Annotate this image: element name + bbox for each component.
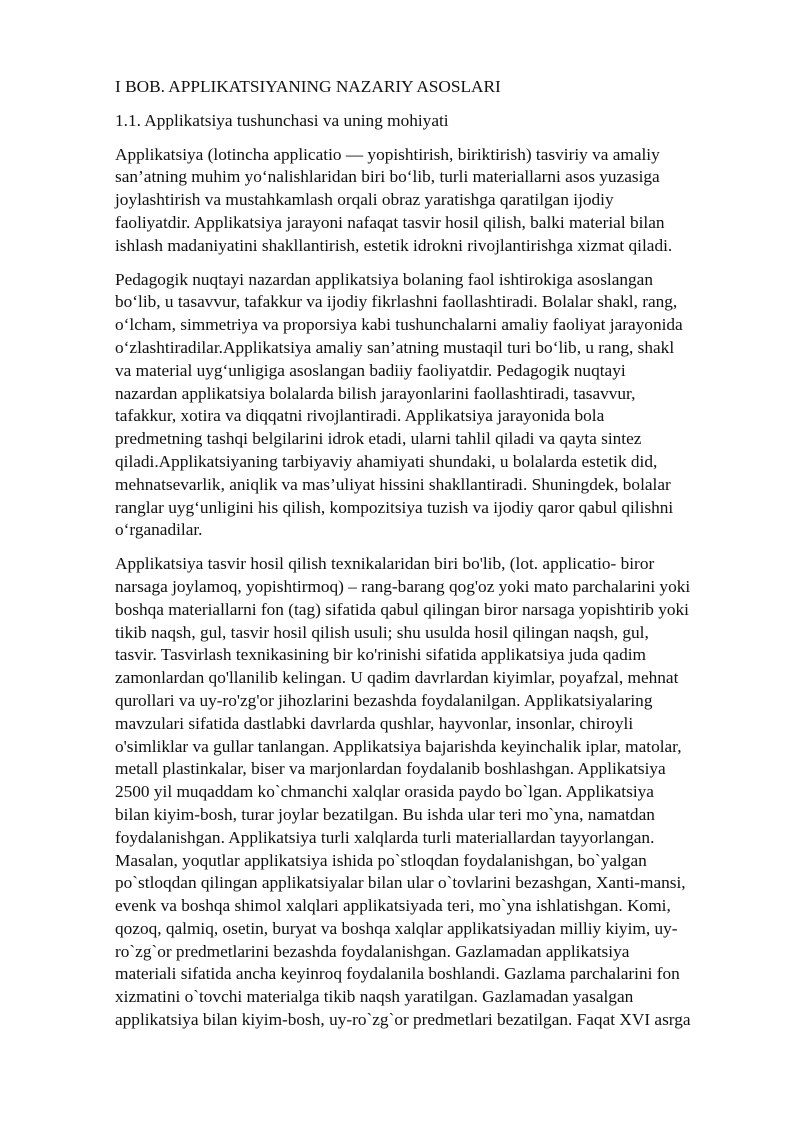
text-line: predmetning tashqi belgilarini idrok etadi, ularni tahlil qiladi va qayta sintez [115, 429, 642, 449]
text-line: ro`zg`or predmetlarini bezashda foydalanishgan. Gazlamadan applikatsiya [115, 941, 630, 961]
text-line: nazardan applikatsiya bolalarda bilish jarayonlarini faollashtiradi, tasavvur, [115, 383, 636, 403]
text-line: metall plastinkalar, biser va marjonlardan foydalanib boshlashgan. Applikatsiya [115, 759, 666, 779]
text-line: boshqa materiallarni fon (tag) sifatida qabul qilingan biror narsaga yopishtirib yoki [115, 599, 689, 619]
section-title: 1.1. Applikatsiya tushunchasi va uning mohiyati [115, 110, 449, 130]
paragraph [115, 269, 745, 543]
text-line: tafakkur, xotira va diqqatni rivojlantiradi. Applikatsiya jarayonida bola [115, 406, 605, 426]
text-line: oʻzlashtiradilar.Applikatsiya amaliy san’atning mustaqil turi boʻlib, u rang, shakl [115, 337, 675, 357]
text-line: foydalanishgan. Applikatsiya turli xalqlarda turli materiallardan tayyorlangan. [115, 827, 655, 847]
text-line: va material uygʻunligiga asoslangan badiiy faoliyatdir. Pedagogik nuqtayi [115, 360, 626, 380]
text-line: ranglar uygʻunligini his qilish, kompozitsiya tuzish va ijodiy qaror qabul qilishni [115, 497, 674, 517]
text-line: qurollari va uy-ro'zg'or jihozlarini bezashda foydalanilgan. Applikatsiyalaring [115, 690, 653, 710]
paragraph [115, 553, 745, 1032]
text-line: Masalan, yoqutlar applikatsiya ishida po`stloqdan foydalanishgan, bo`yalgan [115, 850, 647, 870]
paragraph [115, 144, 745, 258]
text-line: mehnatsevarlik, aniqlik va mas’uliyat hissini shakllantiradi. Shuningdek, bolalar [115, 474, 671, 494]
text-line: joylashtirish va mustahkamlash orqali obraz yaratishga qaratilgan ijodiy [115, 190, 614, 210]
text-line: Applikatsiya tasvir hosil qilish texnikalaridan biri bo'lib, (lot. applicatio- biror [115, 554, 655, 574]
document-body [115, 76, 745, 1043]
text-line: evenk va boshqa shimol xalqlari applikatsiyada teri, mo`yna ishlatishgan. Komi, [115, 896, 671, 916]
text-line: qozoq, qalmiq, osetin, buryat va boshqa xalqlar applikatsiyadan milliy kiyim, uy- [115, 918, 678, 938]
text-line: materiali sifatida ancha keyinroq foydalanila boshlandi. Gazlama parchalarini fon [115, 964, 680, 984]
text-line: Pedagogik nuqtayi nazardan applikatsiya bolaning faol ishtirokiga asoslangan [115, 269, 653, 289]
text-line: narsaga joylamoq, yopishtirmoq) – rang-barang qog'oz yoki mato parchalarini yoki [115, 576, 691, 596]
chapter-title: I BOB. APPLIKATSIYANING NAZARIY ASOSLARI [115, 77, 501, 96]
text-line: tikib naqsh, gul, tasvir hosil qilish usuli; shu usulda hosil qilingan naqsh, gul, [115, 622, 649, 642]
text-line: xizmatini o`tovchi materialga tikib naqsh yaratilgan. Gazlamadan yasalgan [115, 987, 634, 1007]
text-line: Applikatsiya (lotincha applicatio — yopishtirish, biriktirish) tasviriy va amaliy [115, 144, 660, 164]
text-line: zamonlardan qo'llanilib kelingan. U qadim davrlardan kiyimlar, poyafzal, mehnat [115, 668, 679, 688]
text-line: boʻlib, u tasavvur, tafakkur va ijodiy fikrlashni faollashtiradi. Bolalar shakl, rang, [115, 292, 678, 312]
text-line: o'simliklar va gullar tanlangan. Applikatsiya bajarishda keyinchalik iplar, matolar, [115, 736, 682, 756]
text-line: oʻrganadilar. [115, 520, 203, 540]
text-line: mavzulari sifatida dastlabki davrlarda qushlar, hayvonlar, insonlar, chiroyli [115, 713, 634, 733]
paragraph-list [115, 144, 745, 1032]
text-line: applikatsiya bilan kiyim-bosh, uy-ro`zg`or predmetlari bezatilgan. Faqat XVI asrga [115, 1010, 691, 1030]
text-line: po`stloqdan qilingan applikatsiyalar bilan ular o`tovlarini bezashgan, Xanti-mansi, [115, 873, 686, 893]
text-line: ishlash madaniyatini shakllantirish, estetik idrokni rivojlantirishga xizmat qiladi. [115, 235, 673, 255]
text-line: bilan kiyim-bosh, turar joylar bezatilgan. Bu ishda ular teri mo`yna, namatdan [115, 804, 655, 824]
text-line: san’atning muhim yoʻnalishlaridan biri boʻlib, turli materiallarni asos yuzasiga [115, 167, 660, 187]
text-line: faoliyatdir. Applikatsiya jarayoni nafaqat tasvir hosil qilish, balki material bilan [115, 212, 665, 232]
text-line: tasvir. Tasvirlash texnikasining bir ko'rinishi sifatida applikatsiya juda qadim [115, 645, 646, 665]
text-line: qiladi.Applikatsiyaning tarbiyaviy ahamiyati shundaki, u bolalarda estetik did, [115, 451, 658, 471]
text-line: 2500 yil muqaddam ko`chmanchi xalqlar orasida paydo bo`lgan. Applikatsiya [115, 782, 654, 802]
text-line: oʻlcham, simmetriya va proporsiya kabi tushunchalarni amaliy faoliyat jarayonida [115, 315, 683, 335]
